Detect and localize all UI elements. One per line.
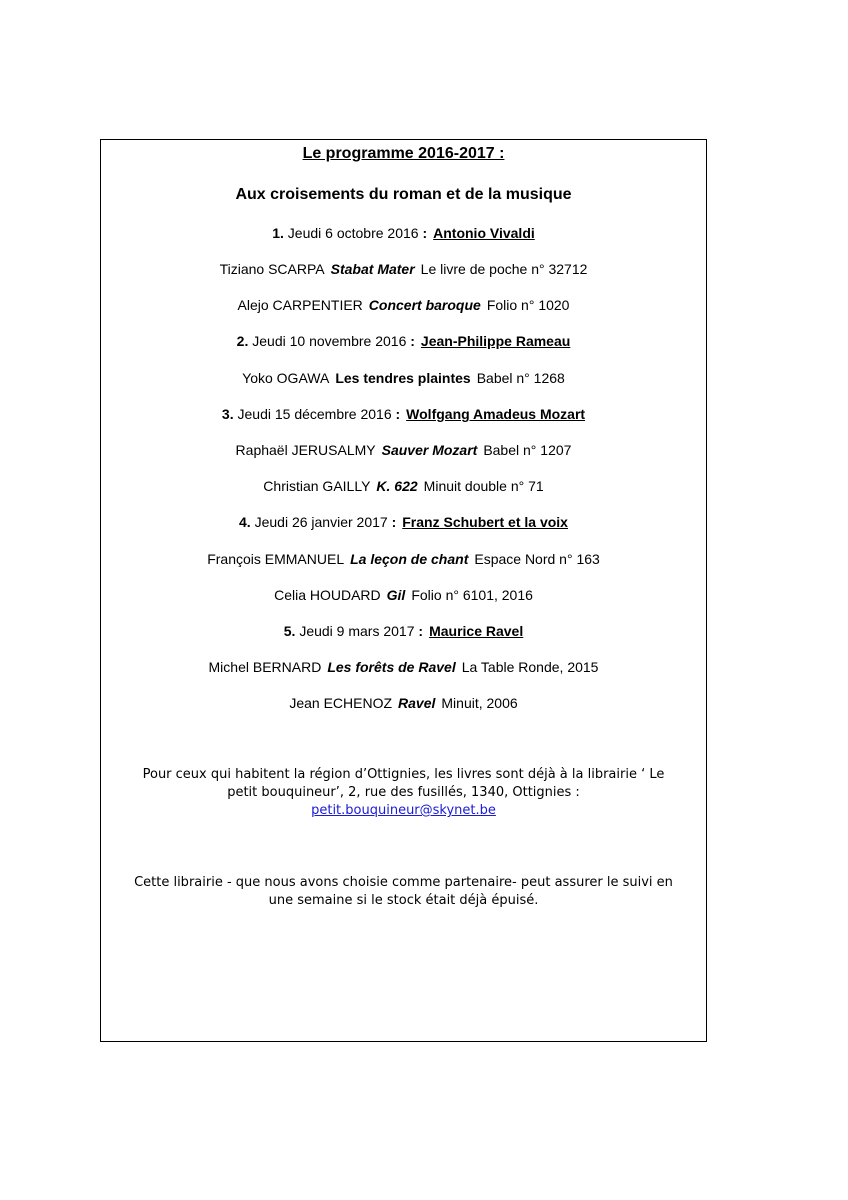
book-title: Gil (386, 587, 406, 603)
book-author: Tiziano SCARPA (219, 261, 325, 277)
session-colon: : (391, 514, 397, 530)
session-heading-2 (101, 332, 706, 350)
page-subtitle: Aux croisements du roman et de la musique (235, 186, 572, 203)
session-date: Jeudi 10 novembre 2016 (248, 333, 411, 349)
book-entry-5-2 (101, 694, 706, 712)
book-author: François EMMANUEL (207, 551, 345, 567)
book-author: Celia HOUDARD (274, 587, 381, 603)
bookstore-note-line-1: Pour ceux qui habitent la région d’Ottignies, les livres sont déjà à la librairie ‘ Le (142, 767, 665, 782)
partner-note-line-2: une semaine si le stock était déjà épuisé. (268, 893, 539, 908)
book-title: Stabat Mater (330, 261, 415, 277)
session-heading-3 (101, 405, 706, 423)
session-date: Jeudi 6 octobre 2016 (283, 225, 423, 241)
book-author: Yoko OGAWA (242, 370, 330, 386)
book-entry-2-1 (101, 369, 706, 387)
book-author: Alejo CARPENTIER (237, 297, 363, 313)
book-publisher: Babel n° 1268 (476, 370, 565, 386)
session-composer: Wolfgang Amadeus Mozart (406, 406, 586, 422)
session-number: 4. (239, 514, 251, 530)
partner-note (101, 874, 706, 910)
bookstore-note-line-2: petit bouquineur’, 2, rue des fusillés, 1340, Ottignies : (227, 785, 580, 800)
session-number: 1. (272, 225, 284, 241)
book-publisher: Babel n° 1207 (483, 442, 572, 458)
session-heading-5 (101, 622, 706, 640)
book-title: Concert baroque (368, 297, 481, 313)
session-composer: Franz Schubert et la voix (402, 514, 568, 530)
book-entry-5-1 (101, 658, 706, 676)
session-composer: Jean-Philippe Rameau (420, 333, 571, 349)
session-colon: : (395, 406, 401, 422)
book-author: Michel BERNARD (208, 659, 322, 675)
page-title: Le programme 2016-2017 : (302, 145, 505, 162)
session-colon: : (422, 225, 428, 241)
bookstore-email-link[interactable]: petit.bouquineur@skynet.be (311, 803, 496, 818)
book-title: Sauver Mozart (381, 442, 478, 458)
session-number: 2. (236, 333, 249, 349)
session-date: Jeudi 9 mars 2017 (295, 623, 419, 639)
book-title: K. 622 (376, 478, 418, 494)
partner-note-line-1: Cette librairie - que nous avons choisie comme partenaire- peut assurer le suivi en (134, 875, 673, 890)
book-publisher: Espace Nord n° 163 (474, 551, 600, 567)
book-entry-4-2 (101, 586, 706, 604)
book-entry-4-1 (101, 550, 706, 568)
book-title: La leçon de chant (350, 551, 469, 567)
book-publisher: Minuit, 2006 (441, 695, 518, 711)
book-publisher: Minuit double n° 71 (423, 478, 544, 494)
book-author: Raphaël JERUSALMY (235, 442, 376, 458)
session-date: Jeudi 26 janvier 2017 (250, 514, 392, 530)
session-colon: : (410, 333, 415, 349)
book-publisher: Folio n° 1020 (486, 297, 570, 313)
book-author: Christian GAILLY (263, 478, 371, 494)
session-date: Jeudi 15 décembre 2016 (233, 406, 396, 422)
book-entry-1-2 (101, 296, 706, 314)
session-heading-1 (101, 224, 706, 242)
session-number: 5. (283, 623, 296, 639)
session-composer: Maurice Ravel (429, 623, 524, 639)
book-title: Les tendres plaintes (335, 370, 471, 386)
book-publisher: Le livre de poche n° 32712 (420, 261, 588, 277)
book-publisher: La Table Ronde, 2015 (461, 659, 599, 675)
book-entry-3-1 (101, 441, 706, 459)
book-author: Jean ECHENOZ (289, 695, 393, 711)
book-entry-1-1 (101, 260, 706, 278)
session-number: 3. (221, 406, 234, 422)
bookstore-note (101, 766, 706, 820)
session-composer: Antonio Vivaldi (433, 225, 535, 241)
program-frame (100, 139, 707, 1042)
book-title: Ravel (398, 695, 436, 711)
book-entry-3-2 (101, 477, 706, 495)
session-colon: : (418, 623, 424, 639)
book-publisher: Folio n° 6101, 2016 (411, 587, 533, 603)
book-title: Les forêts de Ravel (327, 659, 456, 675)
session-heading-4 (101, 513, 706, 531)
